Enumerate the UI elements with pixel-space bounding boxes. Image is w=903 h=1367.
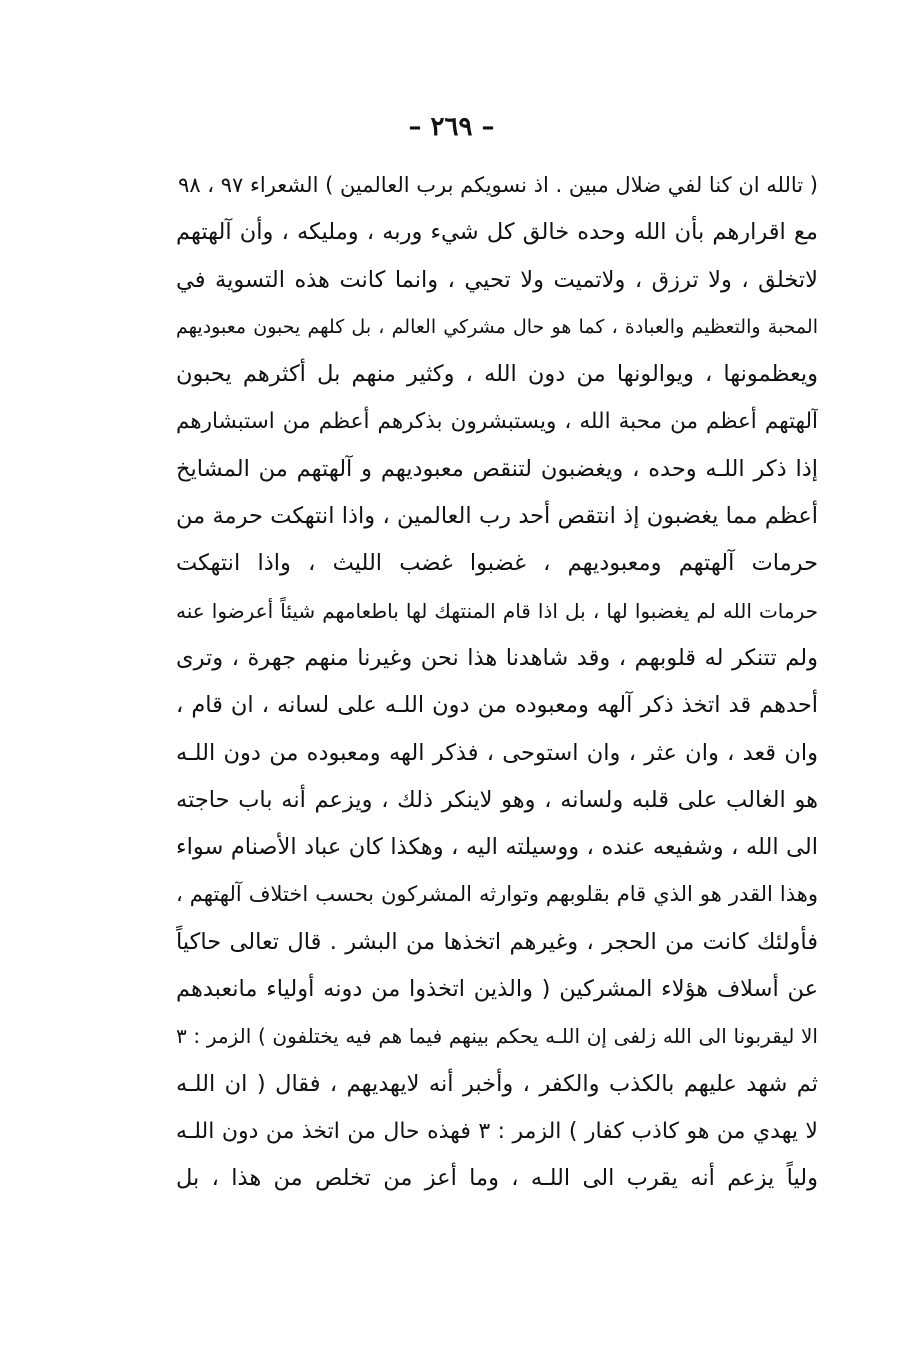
body-text xyxy=(176,162,818,1203)
text-line-7: إذا ذكر اللـه وحده ، ويغضبون لتنقص معبوديهم و آلهتهم من المشايخ xyxy=(176,455,818,482)
text-line-14: هو الغالب على قلبه ولسانه ، وهو لاينكر ذلك ، ويزعم أنه باب حاجته xyxy=(176,786,818,813)
text-line-6: آلهتهم أعظم من محبة الله ، ويستبشرون بذكرهم أعظم من استبشارهم xyxy=(176,409,818,435)
text-line-12: أحدهم قد اتخذ ذكر آلهه ومعبوده من دون اللـه على لسانه ، ان قام ، xyxy=(176,692,818,719)
text-line-10: حرمات الله لم يغضبوا لها ، بل اذا قام المنتهك لها باطعامهم شيئاً أعرضوا عنه xyxy=(176,598,818,623)
text-line-20: ثم شهد عليهم بالكذب والكفر ، وأخبر أنه لايهديهم ، فقال ( ان اللـه xyxy=(176,1070,818,1097)
text-line-15: الى الله ، وشفيعه عنده ، ووسيلته اليه ، وهكذا كان عباد الأصنام سواء xyxy=(176,834,818,861)
text-line-17: فأولئك كانت من الحجر ، وغيرهم اتخذها من البشر . قال تعالى حاكياً xyxy=(176,928,818,955)
text-line-19: الا ليقربونا الى الله زلفى إن اللـه يحكم بينهم فيما هم فيه يختلفون ) الزمر : ٣ xyxy=(176,1024,818,1049)
text-line-22: ولياً يزعم أنه يقرب الى اللـه ، وما أعز من تخلص من هذا ، بل xyxy=(176,1165,818,1192)
text-line-2: مع اقرارهم بأن الله وحده خالق كل شيء وربه ، ومليكه ، وأن آلهتهم xyxy=(176,219,818,246)
text-line-11: ولم تتنكر له قلوبهم ، وقد شاهدنا هذا نحن وغيرنا منهم جهرة ، وترى xyxy=(176,644,818,671)
text-line-8: أعظم مما يغضبون إذ انتقص أحد رب العالمين ، واذا انتهكت حرمة من xyxy=(176,503,818,530)
text-line-16: وهذا القدر هو الذي قام بقلوبهم وتوارثه المشركون بحسب اختلاف آلهتهم ، xyxy=(176,882,818,907)
text-line-21: لا يهدي من هو كاذب كفار ) الزمر : ٣ فهذه حال من اتخذ من دون اللـه xyxy=(176,1118,818,1144)
text-line-1: ( تالله ان كنا لفي ضلال مبين . اذ نسويكم برب العالمين ) الشعراء ٩٧ ، ٩٨ xyxy=(178,173,818,197)
text-line-18: عن أسلاف هؤلاء المشركين ( والذين اتخذوا من دونه أولياء مانعبدهم xyxy=(176,976,818,1003)
page-number: – ٢٦٩ – xyxy=(408,112,495,142)
text-line-4: المحبة والتعظيم والعبادة ، كما هو حال مشركي العالم ، بل كلهم يحبون معبوديهم xyxy=(176,315,818,338)
text-line-3: لاتخلق ، ولا ترزق ، ولاتميت ولا تحيي ، وانما كانت هذه التسوية في xyxy=(176,266,818,293)
text-line-9: حرمات آلهتهم ومعبوديهم ، غضبوا غضب الليث ، واذا انتهكت xyxy=(176,550,818,577)
text-line-13: وان قعد ، وان عثر ، وان استوحى ، فذكر الهه ومعبوده من دون اللـه xyxy=(176,739,818,766)
text-line-5: ويعظمونها ، ويوالونها من دون الله ، وكثير منهم بل أكثرهم يحبون xyxy=(176,361,818,388)
